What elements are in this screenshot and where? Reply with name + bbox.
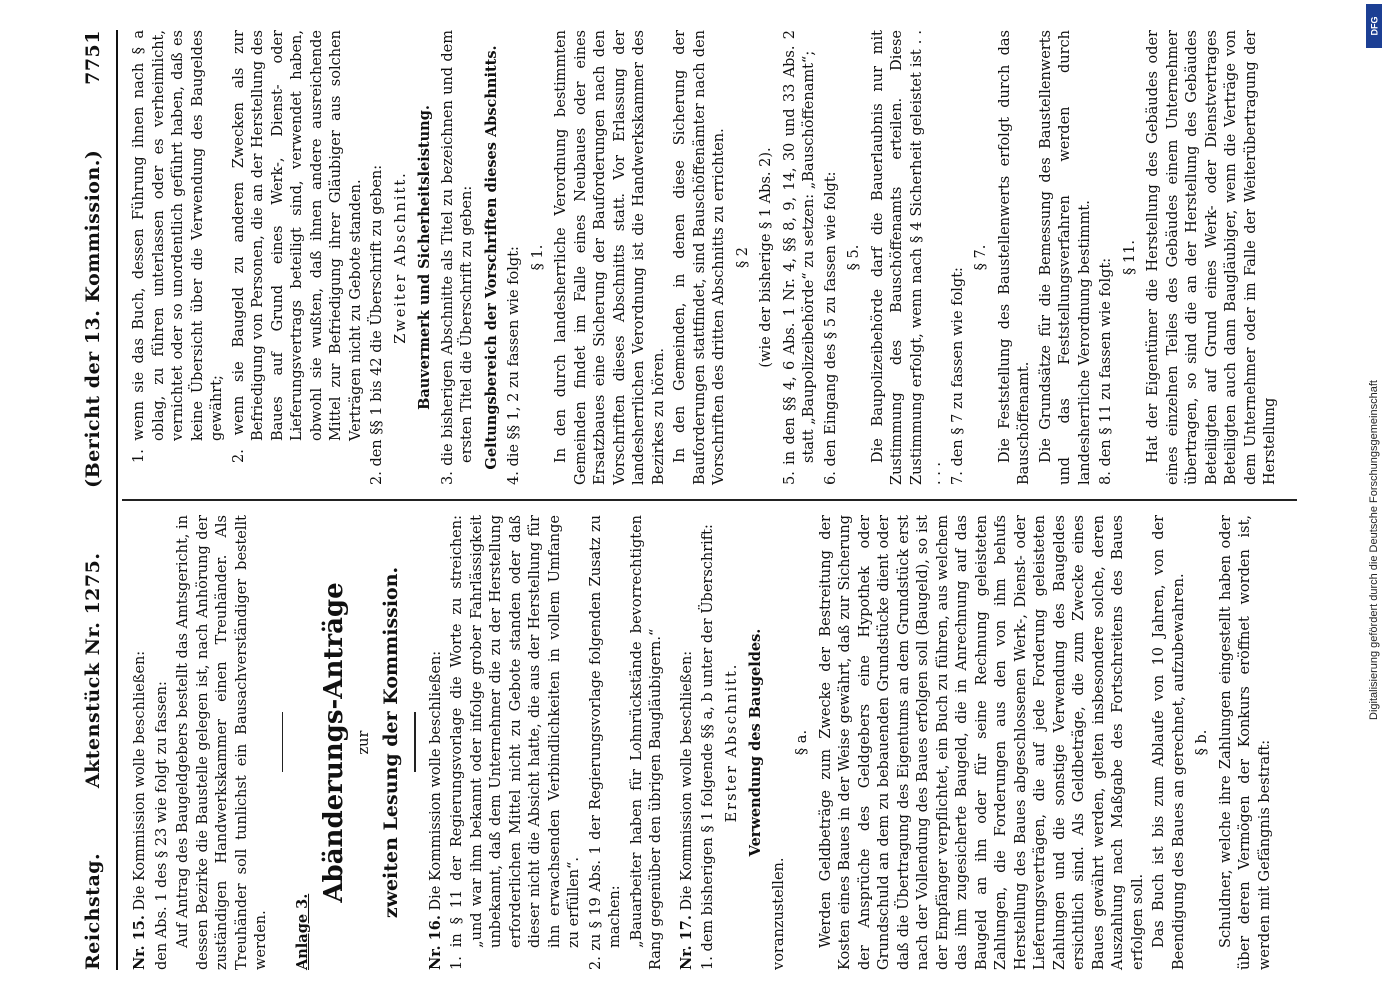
nr16-text: Die Kommission wolle beschließen: <box>427 650 444 911</box>
digitization-credit-text: Digitalisierung gefördert durch die Deutsche Forschungsgemeinschaft <box>1368 380 1380 720</box>
right-item-6: 6. den Eingang des § 5 zu fassen wie folgt: <box>822 171 839 485</box>
header-center-right: (Bericht der 13. Kommission.) <box>82 149 104 488</box>
para-5-heading: § 5. <box>846 244 862 271</box>
abschnitt-1-heading: Erster Abschnitt. <box>723 662 740 823</box>
nr16-item-2-quote: „Bauarbeiter haben für Lohnrückstände bevorrechtigten Rang gegenüber den übrigen Baugläubigern.“ <box>628 515 664 970</box>
nr16-paragraph <box>426 515 447 970</box>
para-2-sub: (wie der bisherige § 1 Abs. 2). <box>758 147 774 368</box>
column-divider <box>122 500 1297 502</box>
nr15-paragraph <box>130 515 151 970</box>
para-a-heading: § a. <box>794 729 810 756</box>
section-title: Abänderungs-Anträge <box>318 582 349 903</box>
right-item-4: 4. die §§ 1, 2 zu fassen wie folgt: <box>506 246 522 485</box>
page-number: 7751 <box>82 30 104 85</box>
nr15-quote: Auf Antrag des Baugeldgebers bestellt das Amtsgericht, in dessen Bezirke die Baustelle gelegen ist, nach Anhörung der zuständigen Handwerkskammer einen Treuhänder. Als Treuhänder soll tunlichst ein Bausachverständiger bestellt werden. <box>175 515 269 970</box>
para-1-text: In den durch landesherrliche Verordnung bestimmten Gemeinden findet im Falle eines Neubaues oder eines Ersatzbaues eine Sicherung der Bauforderungen nach den Vorschriften dieses Abschnitts statt. Vor Erlassung der landesherrlichen Verordnung ist die Handwerkskammer des Bezirkes zu hören. <box>553 30 667 485</box>
right-item-5: 5. in den §§ 4, 6 Abs. 1 Nr. 4, §§ 8, 9, 14, 30 und 33 Abs. 2 statt „Baupolizeibehörde“ zu setzen: „Bauschöffenamt“; <box>781 30 817 485</box>
nr16-heading: Nr. 16. <box>426 915 444 970</box>
divider <box>414 713 416 773</box>
left-column <box>130 515 1300 970</box>
para-7-text-2: Die Grundsätze für die Bemessung des Baustellenwerts und das Feststellungsverfahren werden durch landesherrliche Verordnung bestimmt. <box>1037 30 1093 485</box>
nr17-paragraph <box>677 515 698 970</box>
nr16-item-1: 1. in § 11 der Regierungsvorlage die Worte zu streichen: „und war ihm bekannt oder infolge grober Fahrlässigkeit unbekannt, daß dem Unternehmer die zu der Herstellung erforderlichen Mittel nicht zu Gebote standen oder daß dieser nicht die Absicht hatte, die aus der Herstellung für ihn erwachsenden Verbindlichkeiten in vollem Umfange zu erfüllen“. <box>449 515 582 970</box>
para-1-heading: § 1. <box>529 244 546 271</box>
voranzustellen: voranzustellen. <box>770 857 787 970</box>
para-11-text: Hat der Eigentümer die Herstellung des Gebäudes oder eines einzelnen Teiles des Gebäudes einem Unternehmer übertragen, so sind die an der Herstellung des Gebäudes Beteiligten auf Grund eines Werk- oder Dienstvertrages Beteiligten auch dann Baugläubiger, wenn die Verträge von dem Unternehmer oder im Falle der Weiterübertragung der Herstellung <box>1145 30 1278 485</box>
header-rule <box>116 30 118 970</box>
para-7-heading: § 7. <box>973 244 989 271</box>
para-b-heading: § b. <box>1194 729 1210 756</box>
para-a-text-2: Das Buch ist bis zum Ablaufe von 10 Jahren, von der Beendigung des Baues an gerechnet, aufzubewahren. <box>1151 515 1187 970</box>
right-list-2: 2. wenn sie Baugeld zu anderen Zwecken als zur Befriedigung von Personen, die an der Herstellung des Baues auf Grund eines Werk-, Dienst- oder Lieferungsvertrags beteiligt sind, verwendet haben, obwohl sie wußten, daß ihnen andere ausreichende Mittel zur Befriedigung ihrer Gläubiger aus solchen Verträgen nicht zu Gebote standen. <box>230 30 364 463</box>
nr17-text: Die Kommission wolle beschließen: <box>678 650 695 911</box>
running-header <box>78 30 108 970</box>
nr15-heading: Nr. 15. <box>131 915 148 970</box>
dfg-logo-text: DFG <box>1369 16 1379 36</box>
para-7-text: Die Feststellung des Baustellenwerts erfolgt durch das Bauschöffenamt. <box>996 30 1032 485</box>
nr17-heading: Nr. 17. <box>677 915 695 970</box>
nr16-item-2: 2. zu § 19 Abs. 1 der Regierungsvorlage folgenden Zusatz zu machen: <box>587 515 623 970</box>
para-2-heading: § 2 <box>734 246 751 269</box>
anlage-label: Anlage 3. <box>294 893 311 970</box>
abschnitt-2-heading: Zweiter Abschnitt. <box>392 171 409 344</box>
nr17-item-1: 1. dem bisherigen § 1 folgende §§ a, b unter der Überschrift: <box>700 524 716 970</box>
right-item-3: 3. die bisherigen Abschnitte als Titel zu bezeichnen und dem ersten Titel die Überschrift zu geben: <box>439 30 475 485</box>
para-b-text: Schuldner, welche ihre Zahlungen eingestellt haben oder über deren Vermögen der Konkurs eröffnet worden ist, werden mit Gefängnis bestraft: <box>1217 515 1273 970</box>
digitization-credit <box>1368 20 1382 720</box>
right-list-1: 1. wenn sie das Buch, dessen Führung ihnen nach § a oblag, zu führen unterlassen oder es verheimlicht, vernichtet oder so unordentlich geführt haben, daß es keine Übersicht über die Verwendung des Baugeldes gewährt; <box>131 30 225 463</box>
nr15-line: den Abs. 1 des § 23 wie folgt zu fassen: <box>153 681 170 970</box>
right-item-3-sub: Geltungsbereich der Vorschriften dieses Abschnitts. <box>482 45 500 470</box>
divider <box>282 713 284 773</box>
page-content <box>78 30 1308 970</box>
right-item-2: 2. den §§ 1 bis 42 die Überschrift zu geben: <box>369 164 385 485</box>
abschnitt-1-subheading: Verwendung des Baugeldes. <box>747 628 764 857</box>
header-left: Reichstag. <box>82 852 104 970</box>
right-item-8: 8. den § 11 zu fassen wie folgt: <box>1098 257 1114 485</box>
para-11-heading: § 11. <box>1121 240 1138 275</box>
para-a-text: Werden Geldbeträge zum Zwecke der Bestreitung der Kosten eines Baues in der Weise gewährt, daß zur Sicherung der Ansprüche des Geldgebers eine Hypothek oder Grundschuld an dem zu bebauenden Grundstücke dient oder daß die Übertragung des Eigentums an dem Grundstück erst nach der Vollendung des Baues erfolgen soll (Baugeld), so ist der Empfänger verpflichtet, ein Buch zu führen, aus welchem das ihm zugesicherte Baugeld, die in Anrechnung auf das Baugeld an ihn oder für seine Rechnung geleisteten Zahlungen, die Forderungen aus den von ihm behufs Herstellung des Baues abgeschlossenen Werk-, Dienst- oder Lieferungsverträgen, die auf jede Forderung geleisteten Zahlungen und die sonstige Verwendung des Baugeldes ersichtlich sind. Als Geldbeträge, die zum Zwecke eines Baues gewährt werden, gelten insbesondere solche, deren Auszahlung nach Maßgabe des Fortschreitens des Baues erfolgen soll. <box>817 515 1146 970</box>
para-5-text: Die Baupolizeibehörde darf die Bauerlaubnis nur mit Zustimmung des Bauschöffenamts erteilen. Diese Zustimmung erfolgt, wenn nach § 4 Sicherheit geleistet ist . . . . . <box>869 30 944 485</box>
right-column <box>130 30 1300 485</box>
abschnitt-2-subheading: Bauvermerk und Sicherheitsleistung. <box>416 105 433 410</box>
header-center-left: Aktenstück Nr. 1275. <box>82 552 104 789</box>
nr15-text: Die Kommission wolle beschließen: <box>132 650 148 911</box>
section-subtitle: zweiten Lesung der Kommission. <box>380 566 402 919</box>
para-1-text-2: In den Gemeinden, in denen diese Sicherung der Bauforderungen stattfindet, sind Bauschöffenämter nach den Vorschriften des dritten Abschnitts zu errichten. <box>672 30 727 485</box>
section-title-zur: zur <box>355 730 372 755</box>
right-item-7: 7. den § 7 zu fassen wie folgt: <box>949 267 966 485</box>
